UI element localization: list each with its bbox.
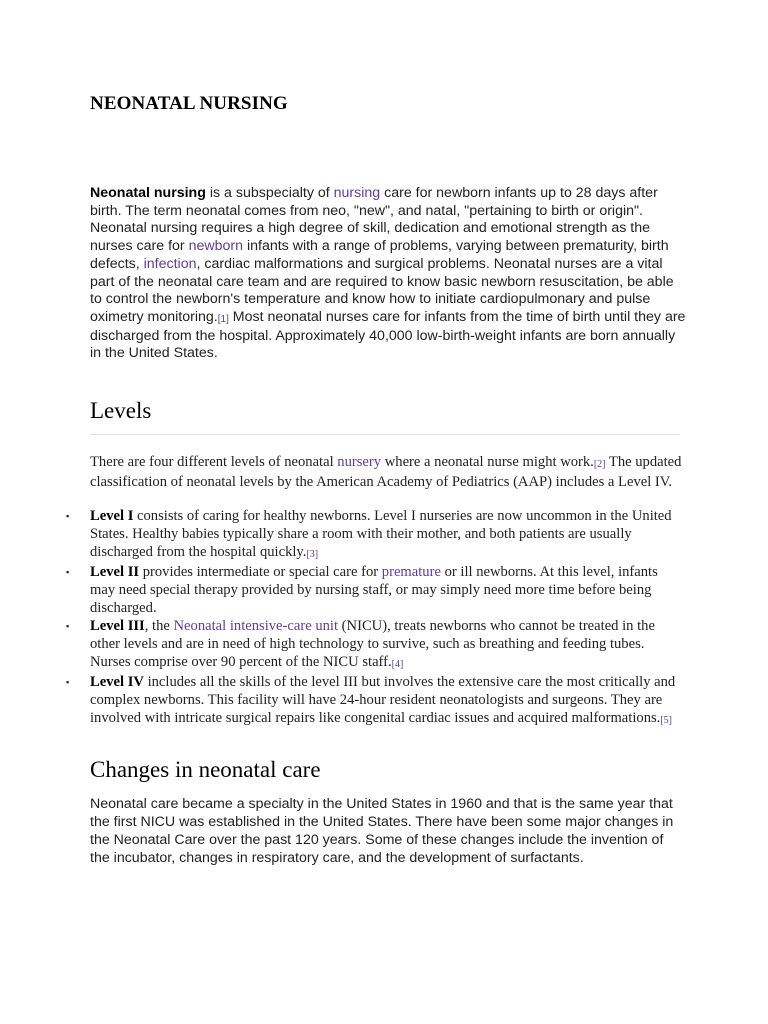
link-nicu[interactable]: Neonatal intensive-care unit — [173, 618, 339, 634]
level-label: Level IV — [90, 674, 144, 690]
list-item-level-4 — [66, 673, 684, 729]
list-item-level-3 — [66, 617, 684, 673]
reference-link-2[interactable] — [594, 454, 606, 470]
levels-intro-paragraph — [90, 453, 684, 491]
reference-3: [3] — [306, 549, 319, 560]
bullet-icon: ▪ — [66, 621, 70, 631]
intro-text-3: infants with a range of problems, varying between prematurity, birth defects, — [90, 238, 669, 272]
intro-text-2: care for newborn infants up to 28 days after birth. The term neonatal comes from neo, "new", and natal, "pertaining to birth or origin". Neonatal nursing requires a high degree of skill, dedication and emotional strength as the nurses care for — [90, 185, 658, 255]
link-infection[interactable]: infection — [143, 255, 197, 272]
bullet-icon: ▪ — [66, 677, 70, 687]
reference-2: [2] — [593, 459, 606, 470]
link-newborn[interactable]: newborn — [188, 238, 244, 255]
intro-text-1: is a subspecialty of — [205, 185, 334, 201]
level-text: provides intermediate or special care for — [139, 564, 382, 580]
intro-text-5: Most neonatal nurses care for infants from the time of birth until they are discharged from the hospital. Approximately 40,000 low-birth-weight infants are born annually in the United States. — [90, 308, 686, 362]
list-item-level-2 — [66, 563, 684, 617]
level-text: , the — [144, 618, 174, 634]
intro-text-4: , cardiac malformations and surgical problems. Neonatal nurses are a vital part of the neonatal care team and are required to know basic newborn resuscitation, be able to control the newborn's temperature and know how to initiate cardiopulmonary and pulse oximetry monitoring. — [90, 255, 674, 325]
intro-bold-term: Neonatal nursing — [90, 185, 206, 201]
level-text: consists of caring for healthy newborns. Level I nurseries are now uncommon in the United States. Healthy babies typically share a room with their mother, and both patients are usually discharged from the hospital quickly. — [90, 508, 672, 560]
intro-paragraph — [90, 185, 686, 363]
reference-link-4[interactable] — [392, 654, 404, 670]
levels-intro-text-3: The updated classification of neonatal levels by the American Academy of Pediatrics (AAP) includes a Level IV. — [90, 454, 682, 490]
reference-1: [1] — [217, 313, 229, 325]
level-label: Level I — [90, 508, 134, 524]
level-label: Level III — [90, 618, 145, 634]
levels-intro-text-1: There are four different levels of neonatal — [90, 454, 338, 470]
levels-heading: Levels — [90, 398, 152, 423]
level-label: Level II — [90, 564, 140, 580]
section-divider — [90, 434, 680, 435]
level-text-2: (NICU), treats newborns who cannot be treated in the other levels and are in need of high technology to survive, such as breathing and feeding tubes. Nurses comprise over 90 percent of the NICU staff. — [90, 618, 655, 670]
link-nursery[interactable]: nursery — [337, 454, 382, 470]
bullet-icon: ▪ — [66, 511, 70, 521]
reference-link-5[interactable] — [660, 710, 672, 726]
changes-heading: Changes in neonatal care — [90, 757, 321, 782]
level-text-2: or ill newborns. At this level, infants may need special therapy provided by nursing staff, or may simply need more time before being discharged. — [90, 564, 658, 616]
document-title: NEONATAL NURSING — [90, 93, 288, 114]
link-premature[interactable]: premature — [381, 564, 441, 580]
level-text: includes all the skills of the level III but involves the extensive care the most critically and complex newborns. This facility will have 24-hour resident neonatologists and surgeons. They are involved with intricate surgical repairs like congenital cardiac issues and acquired malformations. — [90, 674, 676, 726]
levels-list — [66, 507, 684, 729]
reference-5: [5] — [660, 715, 672, 726]
reference-link-3[interactable] — [306, 544, 318, 560]
reference-4: [4] — [391, 659, 404, 670]
reference-link-1[interactable] — [218, 309, 229, 325]
levels-intro-text-2: where a neonatal nurse might work. — [381, 454, 594, 470]
list-item-level-1 — [66, 507, 684, 563]
link-nursing[interactable]: nursing — [333, 185, 381, 201]
changes-paragraph: Neonatal care became a specialty in the United States in 1960 and that is the same year that the first NICU was established in the United States. There have been some major changes in the Neonatal Care over the past 120 years. Some of these changes include the invention of the incubator, changes in respiratory care, and the development of surfactants. — [90, 796, 674, 866]
bullet-icon: ▪ — [66, 567, 70, 577]
